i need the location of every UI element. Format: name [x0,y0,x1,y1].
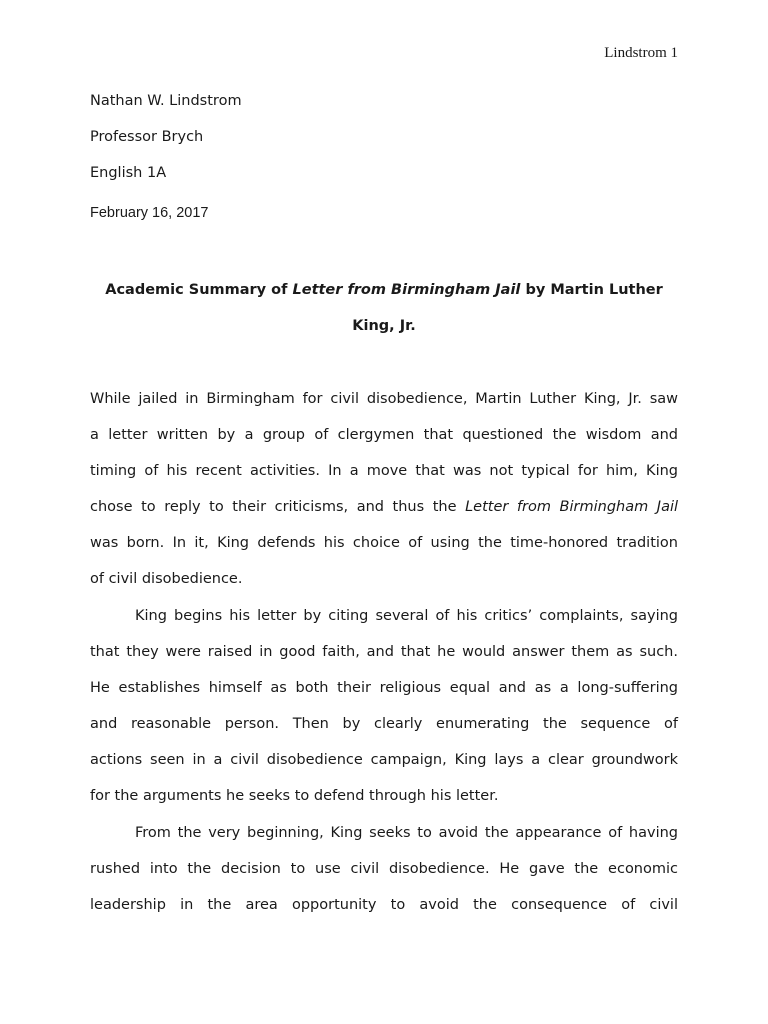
p3-line-1: From the very beginning, King seeks to avoid the appearance of having [135,825,678,841]
p1-line-2: a letter written by a group of clergymen that questioned the wisdom and [90,427,678,443]
p1-line-3: timing of his recent activities. In a move that was not typical for him, King [90,463,678,479]
title-line-1 [90,282,678,298]
p2-line-4: and reasonable person. Then by clearly enumerating the sequence of [90,716,678,732]
p2-line-6: for the arguments he seeks to defend through his letter. [90,788,499,804]
p1-line-6: of civil disobedience. [90,571,243,587]
title-line-2: King, Jr. [352,318,416,334]
p3-line-2: rushed into the decision to use civil disobedience. He gave the economic [90,861,678,877]
title-prefix: Academic Summary of [105,282,293,298]
p2-line-3: He establishes himself as both their religious equal and as a long-suffering [90,680,678,696]
course-name: English 1A [90,165,167,181]
p2-line-1: King begins his letter by citing several of his critics’ complaints, saying [135,608,678,624]
author-name: Nathan W. Lindstrom [90,93,242,109]
p2-line-5: actions seen in a civil disobedience campaign, King lays a clear groundwork [90,752,678,768]
p1-line-4 [90,499,678,515]
running-head: Lindstrom 1 [604,45,678,61]
date: February 16, 2017 [90,205,209,221]
p1-line-1: While jailed in Birmingham for civil disobedience, Martin Luther King, Jr. saw [90,391,678,407]
p1-line-4-text: chose to reply to their criticisms, and thus the [90,499,466,515]
p1-line-5: was born. In it, King defends his choice of using the time-honored tradition [90,535,678,551]
p1-line-4-italic: Letter from Birmingham Jail [465,499,679,515]
p2-line-2: that they were raised in good faith, and that he would answer them as such. [90,644,678,660]
instructor-name: Professor Brych [90,129,204,145]
title-suffix: by Martin Luther [520,282,663,298]
p3-line-3: leadership in the area opportunity to avoid the consequence of civil [90,897,678,913]
title-italic: Letter from Birmingham Jail [292,282,521,298]
